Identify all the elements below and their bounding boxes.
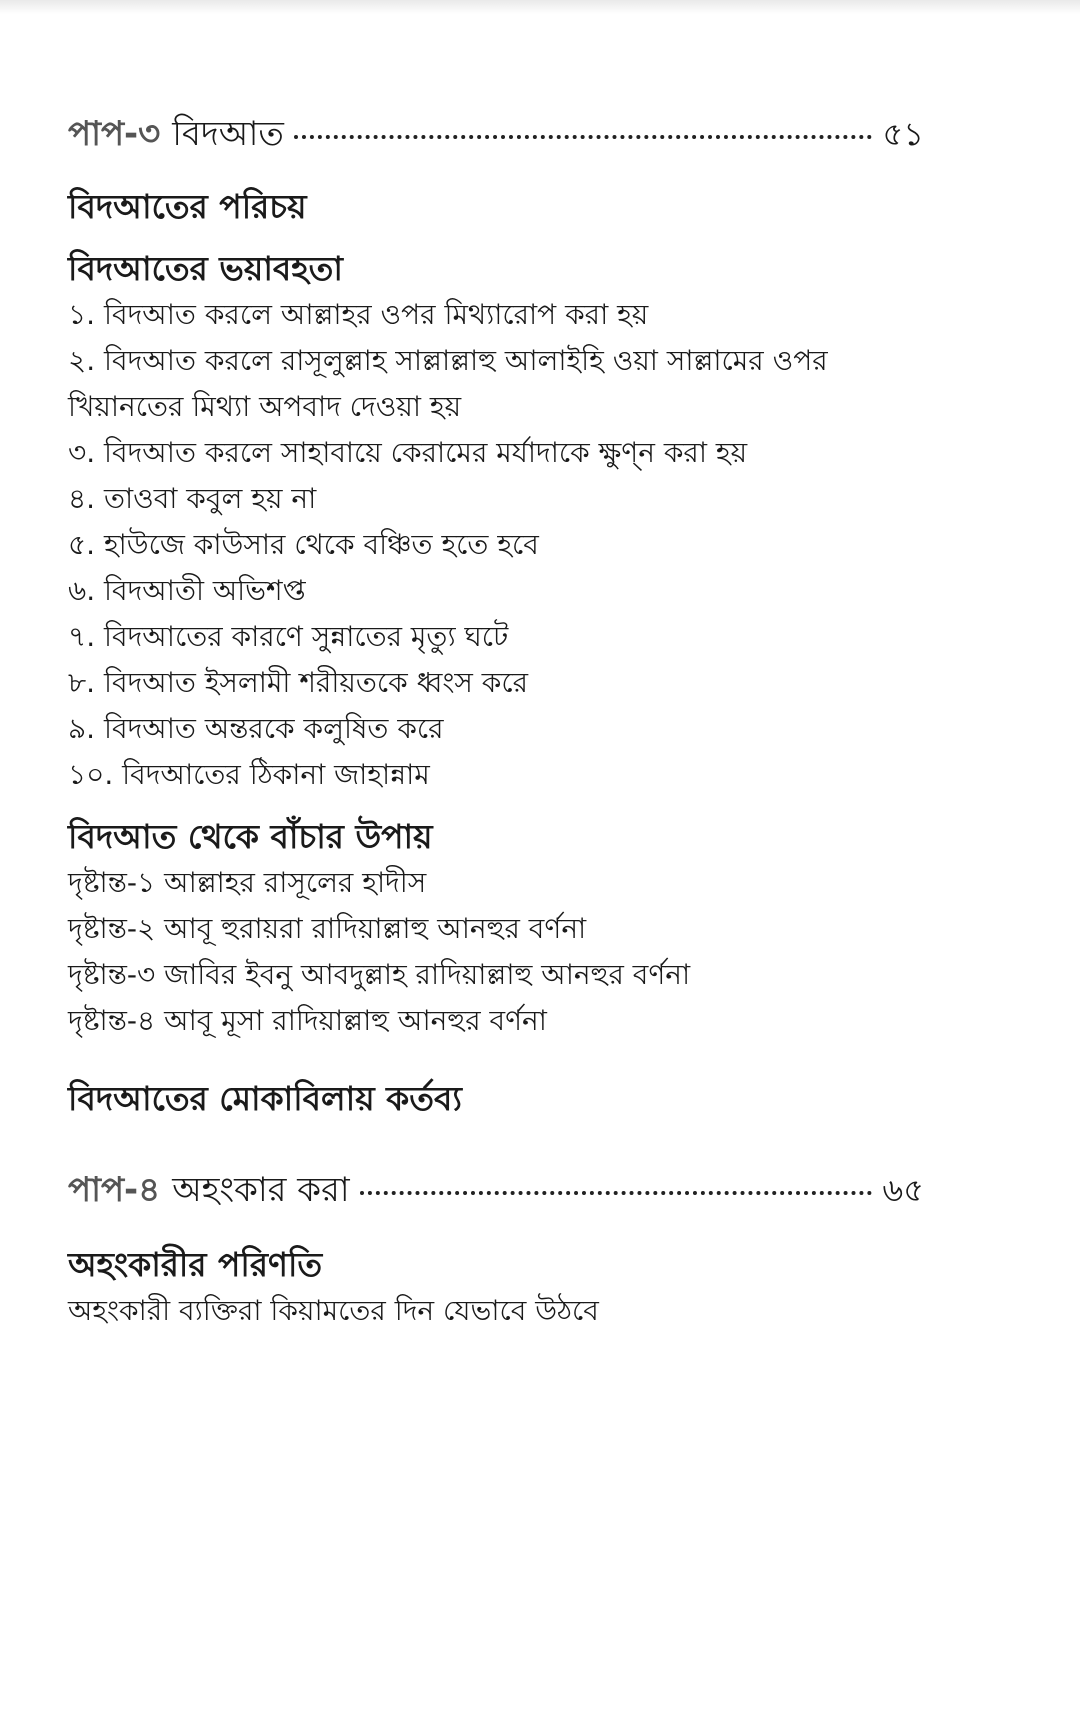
list-item[interactable]: ১০. বিদআতের ঠিকানা জাহান্নাম xyxy=(68,758,430,791)
list-item[interactable]: দৃষ্টান্ত-১ আল্লাহর রাসূলের হাদীস xyxy=(68,866,427,899)
list-item[interactable]: ৯. বিদআত অন্তরকে কলুষিত করে xyxy=(68,712,444,745)
list-item[interactable]: অহংকারী ব্যক্তিরা কিয়ামতের দিন যেভাবে উঠবে xyxy=(68,1294,599,1327)
dot-leader xyxy=(360,1191,873,1195)
section-bidat-danger[interactable]: বিদআতের ভয়াবহতা xyxy=(68,249,343,288)
toc-page xyxy=(68,110,924,1334)
list-item[interactable]: দৃষ্টান্ত-৩ জাবির ইবনু আবদুল্লাহ রাদিয়াল্লাহু আনহুর বর্ণনা xyxy=(68,958,691,991)
page-top-shadow xyxy=(0,0,1080,14)
list-item[interactable]: ২. বিদআত করলে রাসূলুল্লাহ সাল্লাল্লাহু আলাইহি ওয়া সাল্লামের ওপর খিয়ানতের মিথ্যা অপবাদ দেওয়া হয় xyxy=(68,344,828,423)
chapter-4-title: অহংকার করা xyxy=(172,1170,350,1210)
list-item[interactable]: ৩. বিদআত করলে সাহাবায়ে কেরামের মর্যাদাকে ক্ষুণ্ন করা হয় xyxy=(68,436,748,469)
dot-leader xyxy=(294,135,873,139)
section-arrogant-fate[interactable]: অহংকারীর পরিণতি xyxy=(68,1245,323,1284)
section-bidat-duty[interactable]: বিদআতের মোকাবিলায় কর্তব্য xyxy=(68,1079,462,1118)
list-item[interactable]: দৃষ্টান্ত-২ আবূ হুরায়রা রাদিয়াল্লাহু আনহুর বর্ণনা xyxy=(68,912,587,945)
list-item[interactable]: দৃষ্টান্ত-৪ আবূ মূসা রাদিয়াল্লাহু আনহুর বর্ণনা xyxy=(68,1004,547,1037)
list-item[interactable]: ৬. বিদআতী অভিশপ্ত xyxy=(68,574,306,607)
chapter-3-page-number: ৫১ xyxy=(882,115,924,153)
list-item[interactable]: ৮. বিদআত ইসলামী শরীয়তকে ধ্বংস করে xyxy=(68,666,529,699)
chapter-4-label: পাপ-৪ xyxy=(68,1170,161,1210)
list-item[interactable]: ৭. বিদআতের কারণে সুন্নাতের মৃত্যু ঘটে xyxy=(68,620,509,653)
chapter-3-entry[interactable] xyxy=(68,110,924,162)
chapter-3-label: পাপ-৩ xyxy=(68,114,161,154)
list-item[interactable]: ৫. হাউজে কাউসার থেকে বঞ্চিত হতে হবে xyxy=(68,528,539,561)
section-bidat-intro[interactable]: বিদআতের পরিচয় xyxy=(68,187,307,226)
section-bidat-escape[interactable]: বিদআত থেকে বাঁচার উপায় xyxy=(68,817,433,856)
list-item[interactable]: ৪. তাওবা কবুল হয় না xyxy=(68,482,317,515)
chapter-4-entry[interactable] xyxy=(68,1166,924,1218)
chapter-3-title: বিদআত xyxy=(172,114,284,154)
chapter-4-page-number: ৬৫ xyxy=(882,1171,924,1209)
list-item[interactable]: ১. বিদআত করলে আল্লাহর ওপর মিথ্যারোপ করা হয় xyxy=(68,298,649,331)
